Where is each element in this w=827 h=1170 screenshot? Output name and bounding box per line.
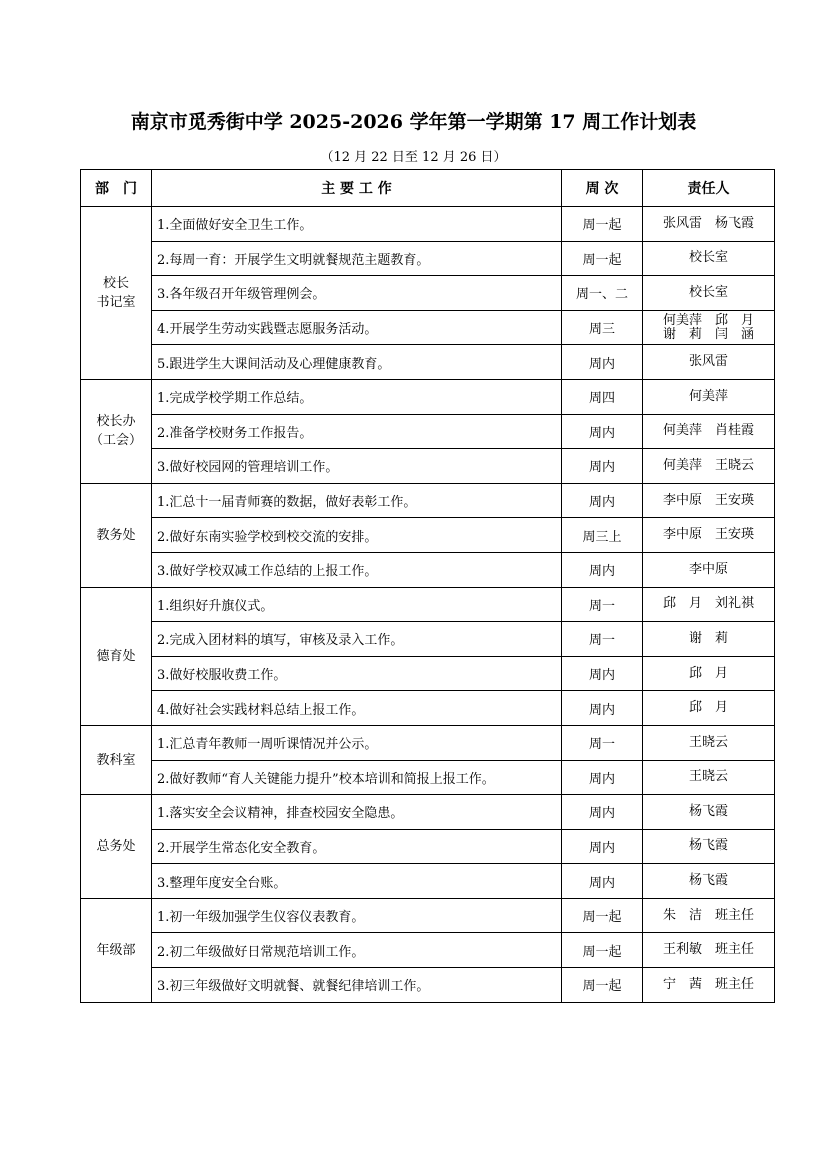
task-cell: 1.初一年级加强学生仪容仪表教育。 [152, 898, 562, 933]
task-cell: 1.全面做好安全卫生工作。 [152, 207, 562, 242]
task-cell: 1.汇总十一届青师赛的数据，做好表彰工作。 [152, 483, 562, 518]
table-row [81, 414, 775, 449]
responsible-cell: 何美萍 [643, 379, 775, 414]
week-cell: 周内 [562, 449, 643, 484]
week-cell: 周三 [562, 310, 643, 345]
responsible-cell: 校长室 [643, 276, 775, 311]
task-cell: 1.完成学校学期工作总结。 [152, 379, 562, 414]
table-row [81, 241, 775, 276]
responsible-cell: 张风雷 杨飞霞 [643, 207, 775, 242]
task-cell: 1.组织好升旗仪式。 [152, 587, 562, 622]
table-row [81, 933, 775, 968]
department-name: 德育处 [81, 587, 152, 725]
responsible-cell: 李中原 王安瑛 [643, 483, 775, 518]
task-cell: 2.完成入团材料的填写，审核及录入工作。 [152, 622, 562, 657]
header-row [81, 170, 775, 207]
responsible-cell: 王晓云 [643, 725, 775, 760]
week-cell: 周内 [562, 829, 643, 864]
responsible-cell: 校长室 [643, 241, 775, 276]
table-row [81, 552, 775, 587]
task-cell: 3.做好校服收费工作。 [152, 656, 562, 691]
table-body [81, 207, 775, 1003]
task-cell: 2.初二年级做好日常规范培训工作。 [152, 933, 562, 968]
table-row [81, 795, 775, 830]
week-cell: 周内 [562, 864, 643, 899]
table-row [81, 379, 775, 414]
week-cell: 周四 [562, 379, 643, 414]
task-cell: 1.汇总青年教师一周听课情况并公示。 [152, 725, 562, 760]
department-name: 教科室 [81, 725, 152, 794]
table-row [81, 968, 775, 1003]
responsible-cell: 李中原 王安瑛 [643, 518, 775, 553]
document-title: 南京市觅秀街中学 2025-2026 学年第一学期第 17 周工作计划表 [130, 111, 697, 133]
work-plan-table [80, 169, 775, 1003]
table-row [81, 829, 775, 864]
table-row [81, 449, 775, 484]
week-cell: 周三上 [562, 518, 643, 553]
week-cell: 周内 [562, 795, 643, 830]
responsible-cell: 何美萍 邱 月 谢 莉 闫 涵 [643, 310, 775, 345]
table-row [81, 587, 775, 622]
task-cell: 5.跟进学生大课间活动及心理健康教育。 [152, 345, 562, 380]
week-cell: 周内 [562, 345, 643, 380]
week-cell: 周一起 [562, 968, 643, 1003]
table-row [81, 622, 775, 657]
responsible-cell: 谢 莉 [643, 622, 775, 657]
week-cell: 周内 [562, 760, 643, 795]
table-row [81, 518, 775, 553]
table-row [81, 725, 775, 760]
responsible-cell: 李中原 [643, 552, 775, 587]
week-cell: 周一 [562, 587, 643, 622]
department-name: 总务处 [81, 795, 152, 899]
week-cell: 周一起 [562, 241, 643, 276]
header-dept: 部 门 [81, 170, 152, 207]
week-cell: 周一 [562, 725, 643, 760]
task-cell: 2.开展学生常态化安全教育。 [152, 829, 562, 864]
table-row [81, 483, 775, 518]
week-cell: 周内 [562, 552, 643, 587]
week-cell: 周一、二 [562, 276, 643, 311]
task-cell: 1.落实安全会议精神，排查校园安全隐患。 [152, 795, 562, 830]
task-cell: 3.各年级召开年级管理例会。 [152, 276, 562, 311]
responsible-cell: 宁 茜 班主任 [643, 968, 775, 1003]
table-row [81, 760, 775, 795]
department-name: 教务处 [81, 483, 152, 587]
responsible-cell: 邱 月 [643, 656, 775, 691]
responsible-cell: 邱 月 [643, 691, 775, 726]
task-cell: 3.初三年级做好文明就餐、就餐纪律培训工作。 [152, 968, 562, 1003]
responsible-cell: 王利敏 班主任 [643, 933, 775, 968]
week-cell: 周内 [562, 414, 643, 449]
responsible-cell: 何美萍 肖桂霞 [643, 414, 775, 449]
responsible-cell: 杨飞霞 [643, 829, 775, 864]
week-cell: 周内 [562, 483, 643, 518]
task-cell: 2.做好教师“育人关键能力提升”校本培训和简报上报工作。 [152, 760, 562, 795]
responsible-cell: 张风雷 [643, 345, 775, 380]
responsible-cell: 杨飞霞 [643, 795, 775, 830]
date-range: （12 月 22 日至 12 月 26 日） [320, 150, 507, 165]
header-task: 主 要 工 作 [152, 170, 562, 207]
responsible-cell: 何美萍 王晓云 [643, 449, 775, 484]
week-cell: 周一起 [562, 898, 643, 933]
table-row [81, 310, 775, 345]
task-cell: 3.做好校园网的管理培训工作。 [152, 449, 562, 484]
task-cell: 4.开展学生劳动实践暨志愿服务活动。 [152, 310, 562, 345]
responsible-cell: 王晓云 [643, 760, 775, 795]
header-person: 责任人 [643, 170, 775, 207]
table-row [81, 345, 775, 380]
week-cell: 周内 [562, 691, 643, 726]
task-cell: 2.每周一育：开展学生文明就餐规范主题教育。 [152, 241, 562, 276]
week-cell: 周一起 [562, 207, 643, 242]
task-cell: 3.做好学校双减工作总结的上报工作。 [152, 552, 562, 587]
responsible-cell: 邱 月 刘礼祺 [643, 587, 775, 622]
table-row [81, 276, 775, 311]
responsible-cell: 朱 洁 班主任 [643, 898, 775, 933]
week-cell: 周一 [562, 622, 643, 657]
table-row [81, 691, 775, 726]
task-cell: 3.整理年度安全台账。 [152, 864, 562, 899]
responsible-cell: 杨飞霞 [643, 864, 775, 899]
department-name: 年级部 [81, 898, 152, 1002]
task-cell: 4.做好社会实践材料总结上报工作。 [152, 691, 562, 726]
week-cell: 周内 [562, 656, 643, 691]
department-name: 校长办 （工会） [81, 379, 152, 483]
department-name: 校长 书记室 [81, 207, 152, 380]
table-row [81, 207, 775, 242]
task-cell: 2.做好东南实验学校到校交流的安排。 [152, 518, 562, 553]
header-week: 周 次 [562, 170, 643, 207]
week-cell: 周一起 [562, 933, 643, 968]
table-row [81, 898, 775, 933]
table-row [81, 656, 775, 691]
table-row [81, 864, 775, 899]
task-cell: 2.准备学校财务工作报告。 [152, 414, 562, 449]
